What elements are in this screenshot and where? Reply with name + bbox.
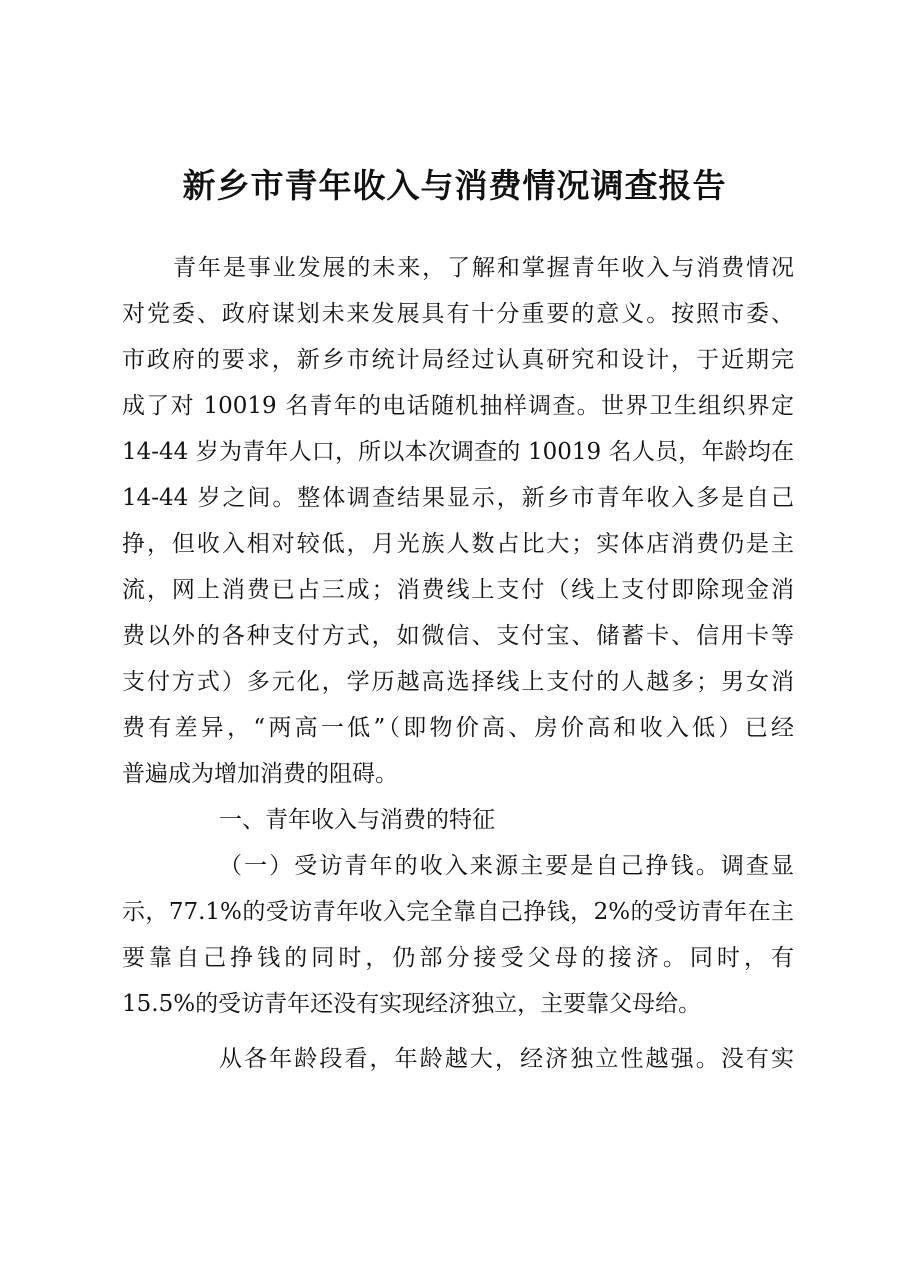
paragraph-line: 从各年龄段看，年龄越大，经济独立性越强。没有实 [219, 1046, 794, 1072]
section-heading: 一、青年收入与消费的特征 [219, 807, 495, 833]
paragraph-line: 挣，但收入相对较低，月光族人数占比大；实体店消费仍是主 [122, 531, 794, 557]
paragraph-line: 支付方式）多元化，学历越高选择线上支付的人越多；男女消 [122, 669, 794, 695]
document-title: 新乡市青年收入与消费情况调查报告 [182, 166, 727, 205]
paragraph-line: 普遍成为增加消费的阻碍。 [122, 761, 398, 787]
paragraph-line: 15.5%的受访青年还没有实现经济独立，主要靠父母给。 [122, 991, 702, 1017]
paragraph-line: 市政府的要求，新乡市统计局经过认真研究和设计，于近期完 [122, 347, 794, 373]
paragraph-line: （一）受访青年的收入来源主要是自己挣钱。调查显 [219, 853, 794, 879]
paragraph-line: 要靠自己挣钱的同时，仍部分接受父母的接济。同时，有 [122, 945, 794, 971]
paragraph-line: 流，网上消费已占三成；消费线上支付（线上支付即除现金消 [122, 577, 794, 603]
paragraph-line: 费以外的各种支付方式，如微信、支付宝、储蓄卡、信用卡等 [122, 623, 794, 649]
paragraph-line: 青年是事业发展的未来，了解和掌握青年收入与消费情况 [173, 255, 794, 281]
paragraph-line: 对党委、政府谋划未来发展具有十分重要的意义。按照市委、 [122, 301, 794, 327]
paragraph-line: 14-44 岁为青年人口，所以本次调查的 10019 名人员，年龄均在 [122, 439, 794, 465]
paragraph-line: 14-44 岁之间。整体调查结果显示，新乡市青年收入多是自己 [122, 485, 794, 511]
paragraph-line: 示，77.1%的受访青年收入完全靠自己挣钱，2%的受访青年在主 [122, 899, 794, 925]
paragraph-line: 成了对 10019 名青年的电话随机抽样调查。世界卫生组织界定 [122, 393, 794, 419]
paragraph-line: 费有差异，“两高一低”（即物价高、房价高和收入低）已经 [122, 715, 794, 741]
